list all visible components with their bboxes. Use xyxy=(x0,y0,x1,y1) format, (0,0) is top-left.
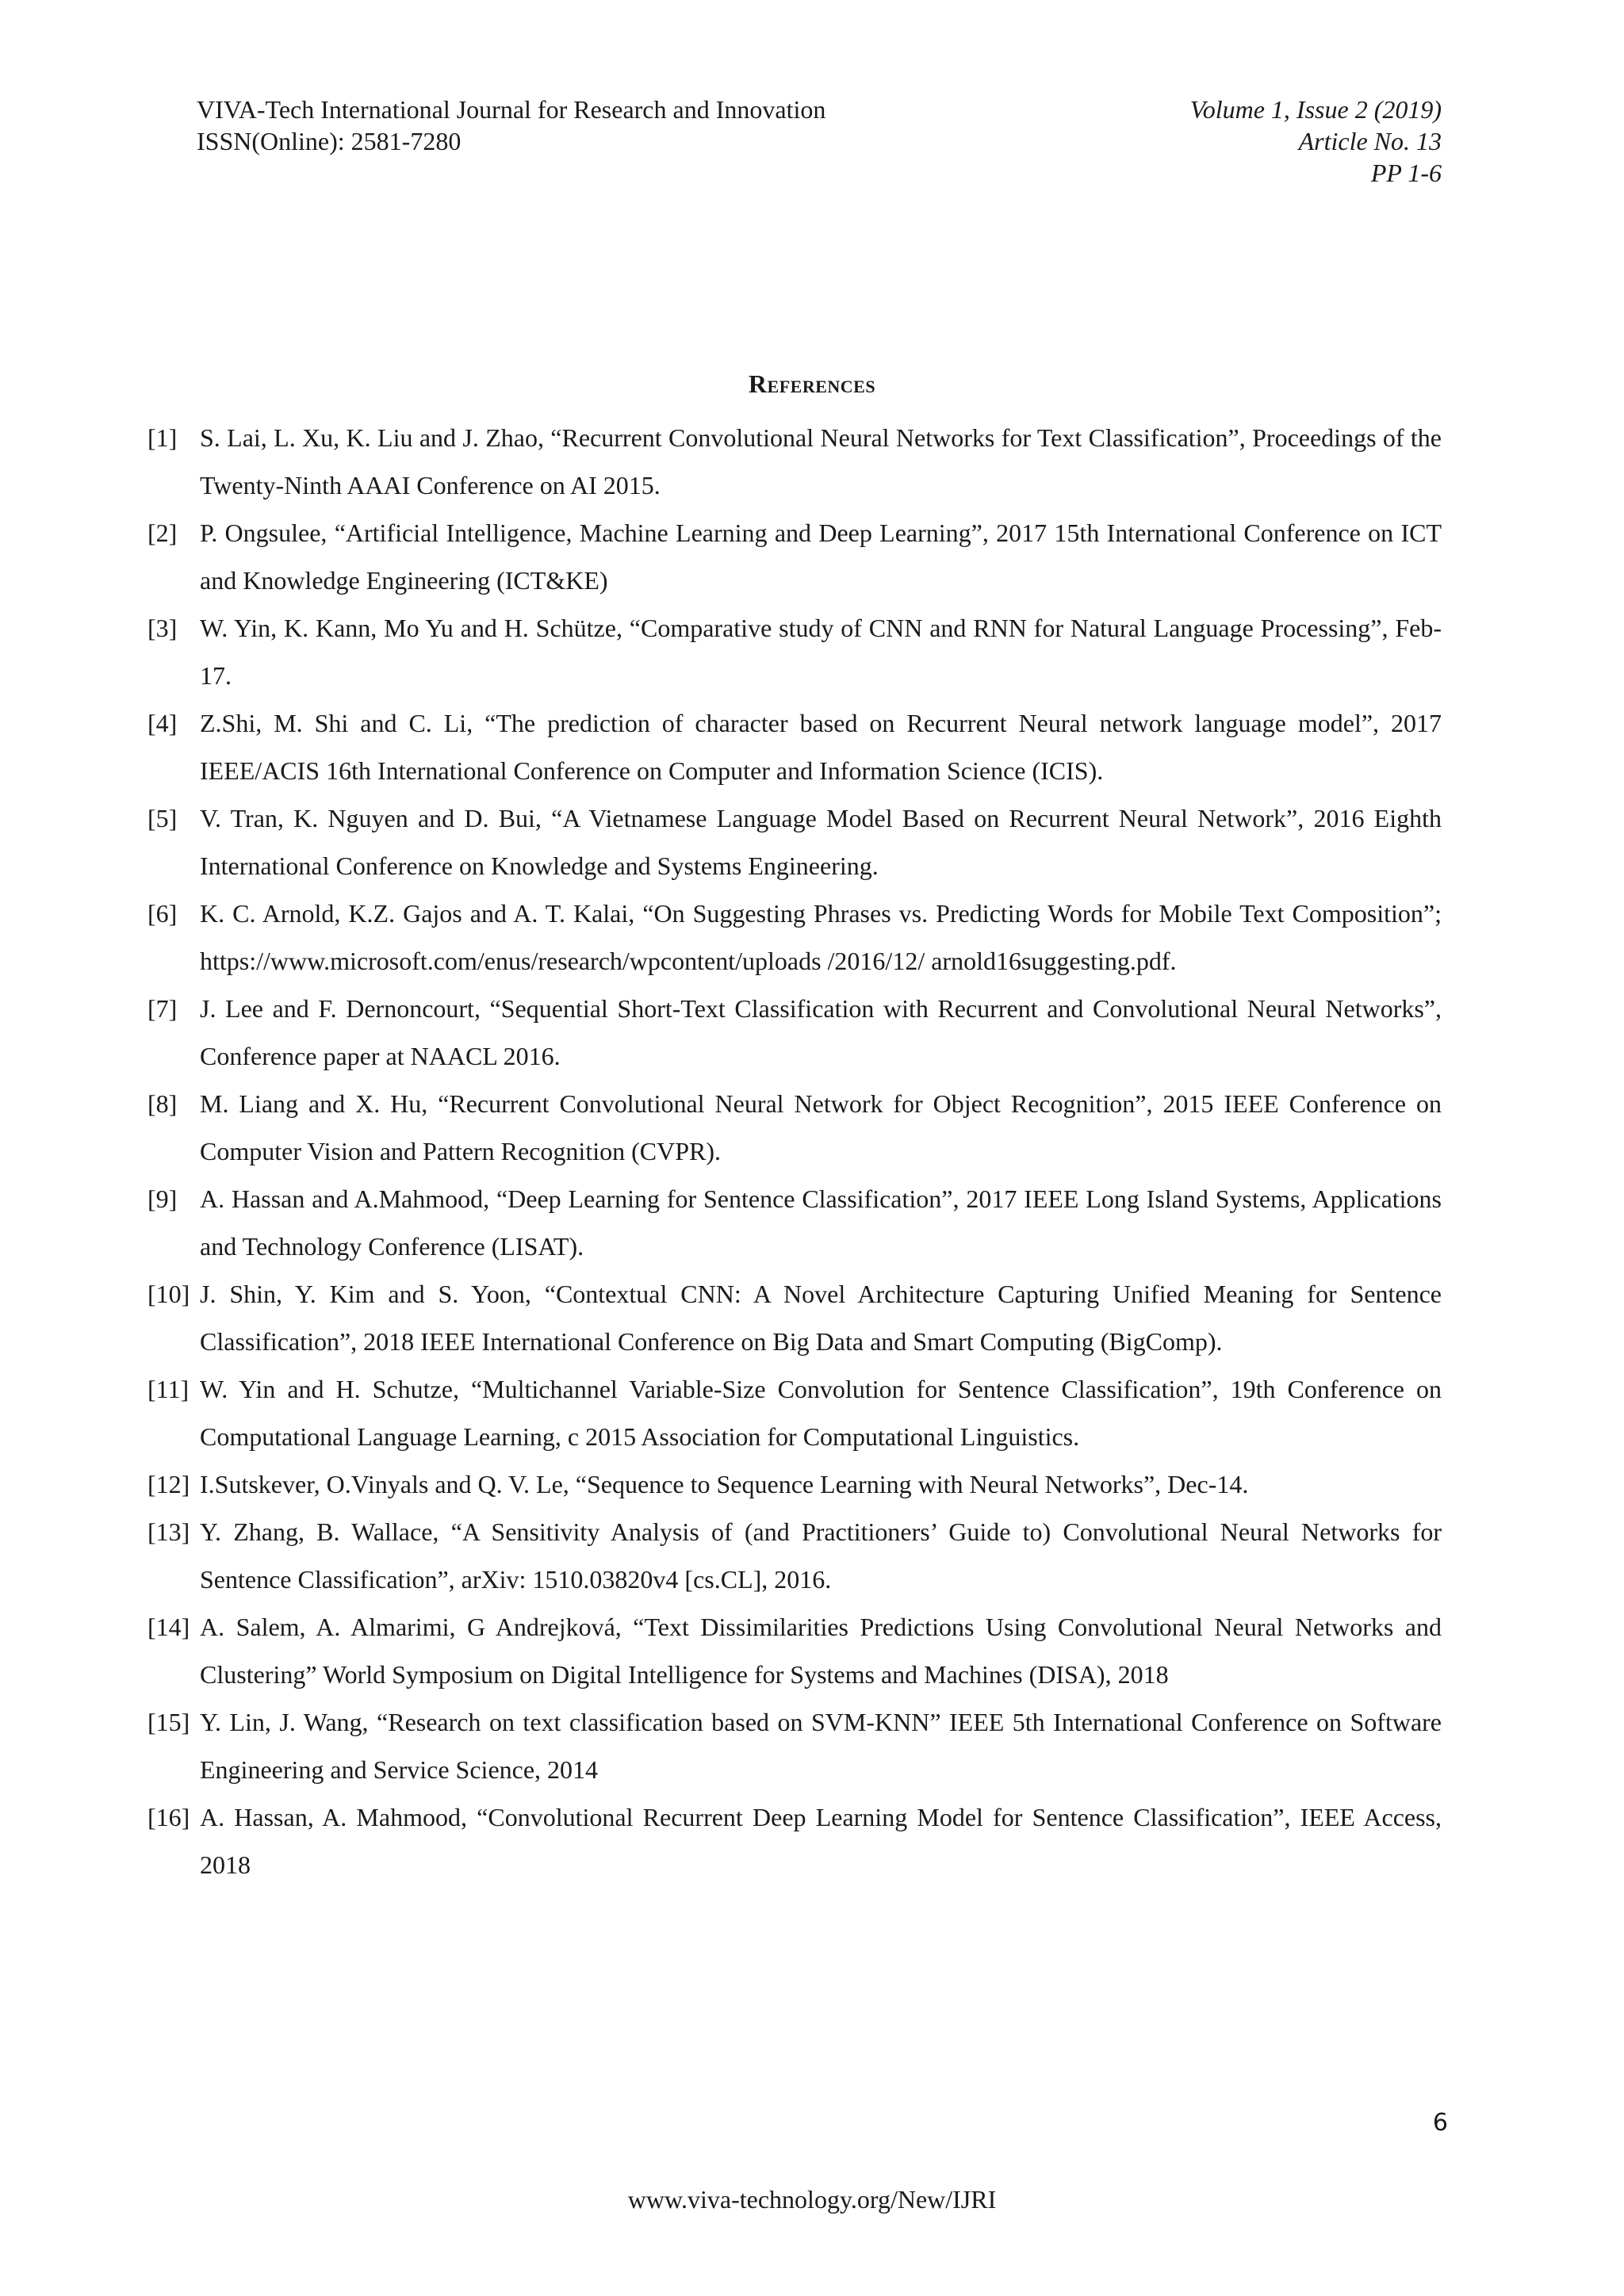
reference-text: I.Sutskever, O.Vinyals and Q. V. Le, “Sequence to Sequence Learning with Neural Networks”, Dec-14. xyxy=(200,1470,1249,1498)
header-right xyxy=(1190,94,1442,189)
reference-number: [16] xyxy=(147,1803,190,1831)
reference-text: W. Yin, K. Kann, Mo Yu and H. Schütze, “Comparative study of CNN and RNN for Natural Language Processing”, Feb-17. xyxy=(200,614,1442,690)
reference-number: [6] xyxy=(147,899,178,928)
reference-number: [9] xyxy=(147,1184,178,1213)
reference-number: [4] xyxy=(147,709,178,737)
reference-number: [15] xyxy=(147,1708,190,1736)
journal-name: VIVA-Tech International Journal for Research and Innovation xyxy=(197,95,826,124)
reference-list xyxy=(147,414,1442,1888)
reference-item xyxy=(147,1365,1442,1460)
reference-number: [8] xyxy=(147,1089,178,1118)
reference-number: [1] xyxy=(147,423,178,452)
reference-number: [12] xyxy=(147,1470,190,1498)
reference-text: S. Lai, L. Xu, K. Liu and J. Zhao, “Recurrent Convolutional Neural Networks for Text Classification”, Proceedings of the Twenty-Ninth AAAI Conference on AI 2015. xyxy=(200,423,1442,499)
reference-text: Y. Lin, J. Wang, “Research on text classification based on SVM-KNN” IEEE 5th International Conference on Software Engineering and Service Science, 2014 xyxy=(200,1708,1442,1784)
issn: ISSN(Online): 2581-7280 xyxy=(197,127,462,155)
page-number: 6 xyxy=(1432,2109,1448,2137)
reference-text: Z.Shi, M. Shi and C. Li, “The prediction of character based on Recurrent Neural network language model”, 2017 IEEE/ACIS 16th International Conference on Computer and Information Science (ICIS). xyxy=(200,709,1442,785)
reference-item xyxy=(147,509,1442,604)
reference-number: [7] xyxy=(147,994,178,1023)
reference-item xyxy=(147,985,1442,1080)
reference-text: V. Tran, K. Nguyen and D. Bui, “A Vietnamese Language Model Based on Recurrent Neural Network”, 2016 Eighth International Conference on Knowledge and Systems Engineering. xyxy=(200,804,1442,880)
reference-item xyxy=(147,1175,1442,1270)
reference-number: [10] xyxy=(147,1280,190,1308)
reference-text: M. Liang and X. Hu, “Recurrent Convolutional Neural Network for Object Recognition”, 2015 IEEE Conference on Computer Vision and Pattern Recognition (CVPR). xyxy=(200,1089,1442,1165)
reference-text: Y. Zhang, B. Wallace, “A Sensitivity Analysis of (and Practitioners’ Guide to) Convolutional Neural Networks for Sentence Classification”, arXiv: 1510.03820v4 [cs.CL], 2016. xyxy=(200,1517,1442,1594)
volume-issue: Volume 1, Issue 2 (2019) xyxy=(1189,95,1442,124)
reference-text: A. Hassan and A.Mahmood, “Deep Learning for Sentence Classification”, 2017 IEEE Long Island Systems, Applications and Technology Conference (LISAT). xyxy=(200,1184,1442,1261)
reference-item xyxy=(147,1603,1442,1698)
footer-url: www.viva-technology.org/New/IJRI xyxy=(627,2185,997,2214)
header-left xyxy=(197,94,825,157)
reference-item xyxy=(147,1793,1442,1888)
reference-item xyxy=(147,1698,1442,1793)
reference-item xyxy=(147,1460,1442,1508)
page-range: PP 1-6 xyxy=(1370,159,1442,187)
reference-item xyxy=(147,699,1442,794)
reference-number: [5] xyxy=(147,804,178,832)
reference-text: P. Ongsulee, “Artificial Intelligence, Machine Learning and Deep Learning”, 2017 15th International Conference on ICT and Knowledge Engineering (ICT&KE) xyxy=(200,519,1442,595)
reference-number: [13] xyxy=(147,1517,190,1546)
reference-item xyxy=(147,1508,1442,1603)
reference-text: J. Lee and F. Dernoncourt, “Sequential Short-Text Classification with Recurrent and Convolutional Neural Networks”, Conference paper at NAACL 2016. xyxy=(200,994,1442,1070)
reference-number: [2] xyxy=(147,519,178,547)
reference-text: A. Salem, A. Almarimi, G Andrejková, “Text Dissimilarities Predictions Using Convolutional Neural Networks and Clustering” World Symposium on Digital Intelligence for Systems and Machines (DISA), 2018 xyxy=(200,1613,1442,1689)
reference-item xyxy=(147,1080,1442,1175)
reference-item xyxy=(147,414,1442,509)
references-heading: References xyxy=(748,369,876,398)
reference-text: K. C. Arnold, K.Z. Gajos and A. T. Kalai, “On Suggesting Phrases vs. Predicting Words for Mobile Text Composition”; https://www.microsoft.com/enus/research/wpcontent/uploads /2016/12/ arnold16suggesting.pdf. xyxy=(200,899,1442,975)
reference-item xyxy=(147,794,1442,890)
reference-item xyxy=(147,604,1442,699)
reference-text: A. Hassan, A. Mahmood, “Convolutional Recurrent Deep Learning Model for Sentence Classification”, IEEE Access, 2018 xyxy=(200,1803,1442,1879)
reference-number: [14] xyxy=(147,1613,190,1641)
article-number: Article No. 13 xyxy=(1298,127,1442,155)
reference-text: W. Yin and H. Schutze, “Multichannel Variable-Size Convolution for Sentence Classification”, 19th Conference on Computational Language Learning, c 2015 Association for Computational Linguistics. xyxy=(200,1375,1442,1451)
reference-number: [3] xyxy=(147,614,178,642)
reference-number: [11] xyxy=(147,1375,190,1403)
reference-text: J. Shin, Y. Kim and S. Yoon, “Contextual CNN: A Novel Architecture Capturing Unified Meaning for Sentence Classification”, 2018 IEEE International Conference on Big Data and Smart Computing (BigComp). xyxy=(200,1280,1442,1356)
reference-item xyxy=(147,1270,1442,1365)
reference-item xyxy=(147,890,1442,985)
